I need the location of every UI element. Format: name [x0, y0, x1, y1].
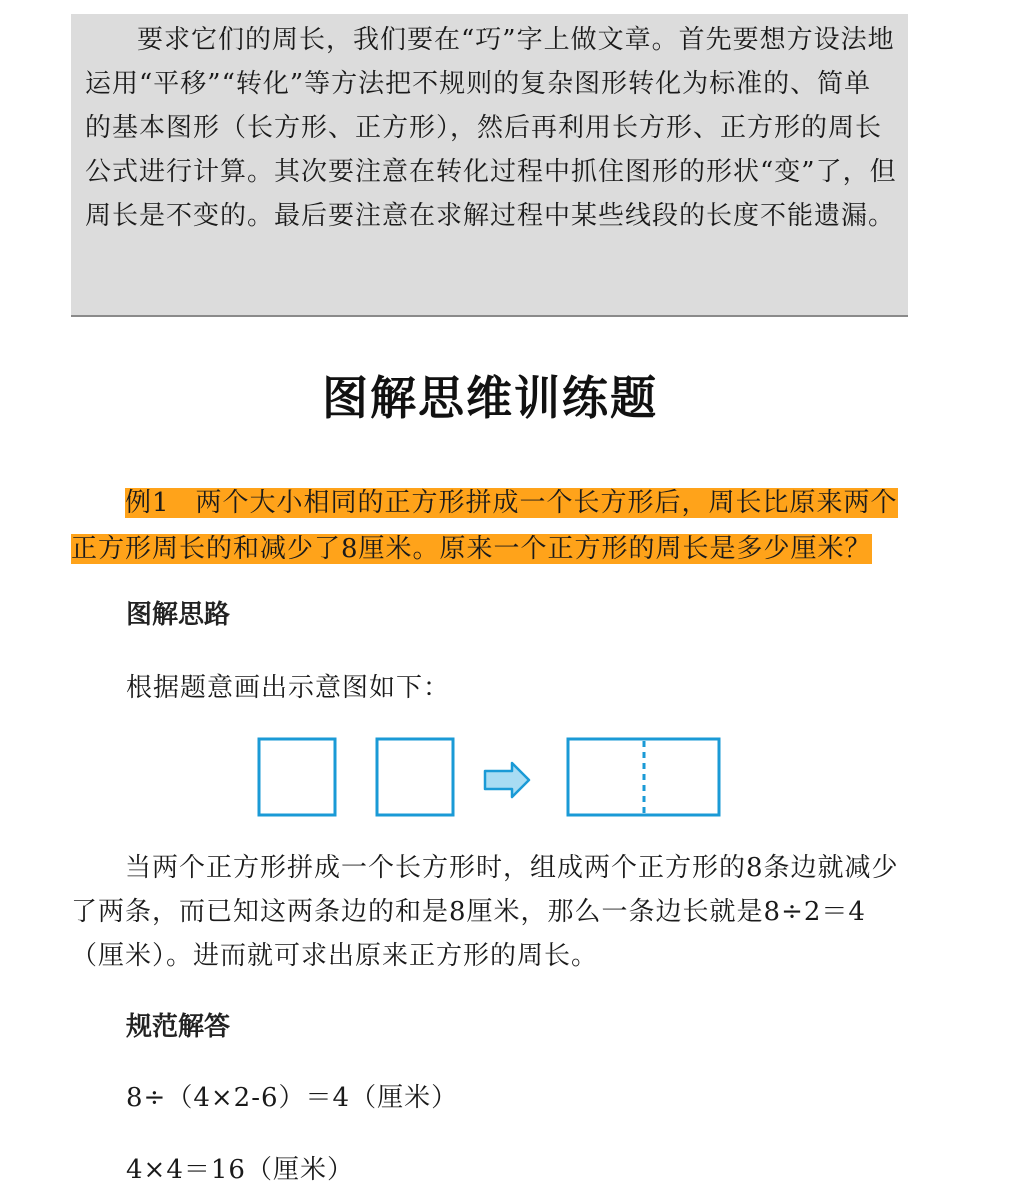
answer-heading: 规范解答: [126, 1012, 231, 1042]
thinking-explanation: 当两个正方形拼成一个长方形时，组成两个正方形的8条边就减少了两条，而已知这两条边的和是8厘米，那么一条边长就是8÷2＝4（厘米）。进而就可求出原来正方形的周长。: [71, 853, 899, 971]
page-title: 图解思维训练题: [322, 371, 658, 425]
diagram: [250, 730, 730, 825]
answer-step-2: 4×4＝16（厘米）: [126, 1155, 354, 1185]
square-left-icon: [259, 739, 335, 815]
example-label: 例1: [125, 488, 170, 518]
thinking-heading: 图解思路: [126, 600, 231, 630]
thinking-intro: 根据题意画出示意图如下：: [126, 673, 451, 703]
square-right-icon: [377, 739, 453, 815]
example-text: 两个大小相同的正方形拼成一个长方形后，周长比原来两个正方形周长的和减少了8厘米。原来一个正方形的周长是多少厘米？: [71, 488, 898, 564]
answer-step-1: 8÷（4×2-6）＝4（厘米）: [126, 1083, 459, 1113]
right-arrow-icon: [485, 763, 529, 797]
example-highlight: [71, 488, 898, 564]
example-question: [71, 480, 911, 572]
intro-text: 要求它们的周长，我们要在“巧”字上做文章。首先要想方设法地运用“平移”“转化”等方法把不规则的复杂图形转化为标准的、简单的基本图形（长方形、正方形），然后再利用长方形、正方形的周长公式进行计算。其次要注意在转化过程中抓住图形的形状“变”了，但周长是不变的。最后要注意在求解过程中某些线段的长度不能遗漏。: [85, 25, 897, 231]
intro-box: [71, 14, 908, 317]
